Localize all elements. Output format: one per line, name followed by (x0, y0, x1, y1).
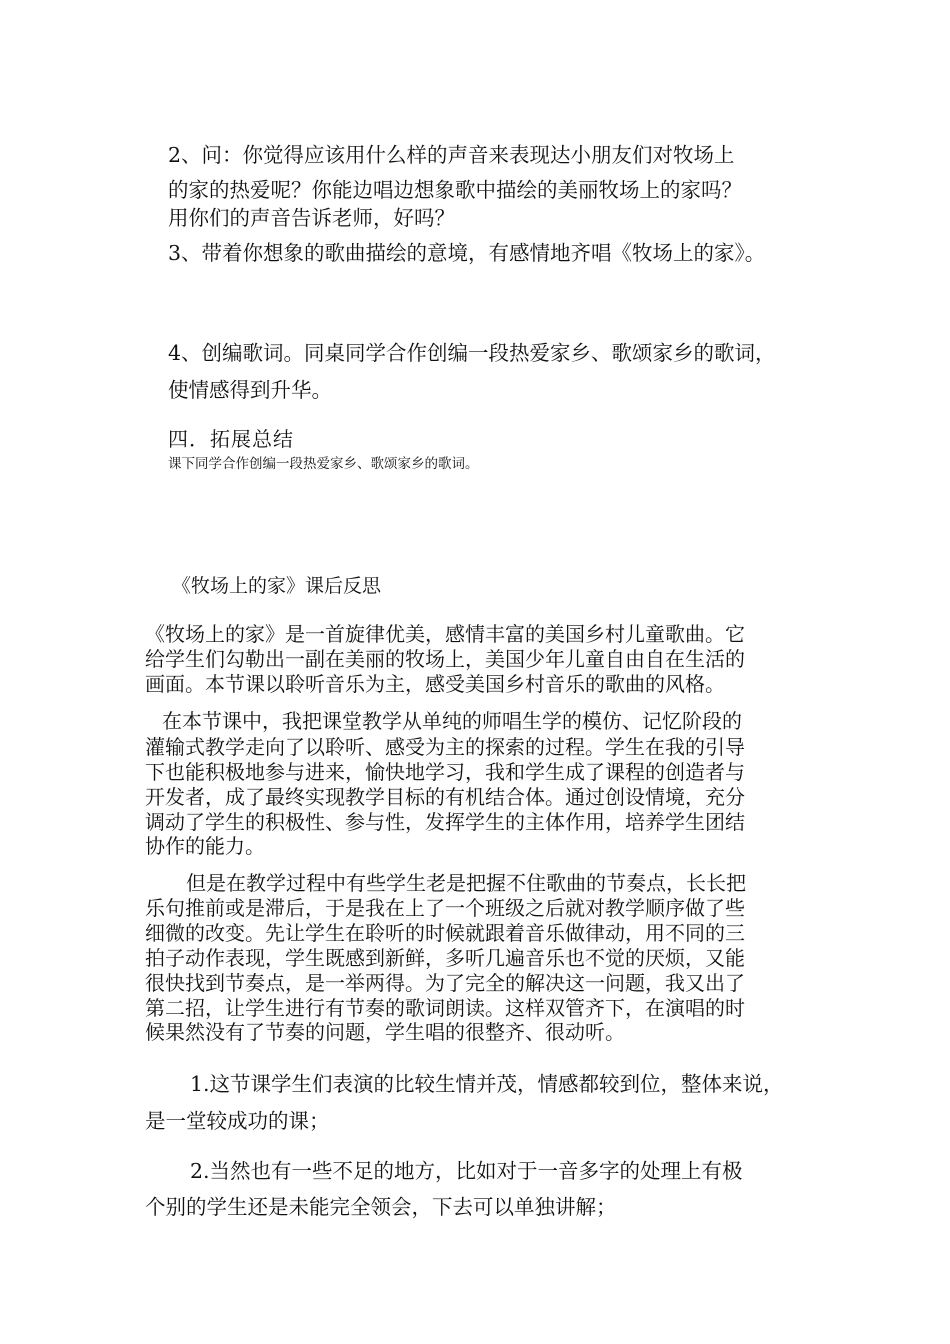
reflection-p2-line: 灌输式教学走向了以聆听、感受为主的探索的过程。学生在我的引导 (145, 735, 745, 759)
item-2-line-3: 用你们的声音告诉老师，好吗？ (168, 206, 455, 230)
item-2-line-2: 的家的热爱呢？你能边唱边想象歌中描绘的美丽牧场上的家吗？ (168, 178, 742, 202)
reflection-p3-line: 但是在教学过程中有些学生老是把握不住歌曲的节奏点，长长把 (186, 871, 746, 895)
reflection-p5-line: 2.当然也有一些不足的地方，比如对于一音多字的处理上有极 (190, 1159, 743, 1183)
reflection-p1-line: 画面。本节课以聆听音乐为主，感受美国乡村音乐的歌曲的风格。 (145, 672, 725, 696)
reflection-p1-line: 《牧场上的家》是一首旋律优美，感情丰富的美国乡村儿童歌曲。它 (145, 622, 745, 646)
item-2-line-1: 2、问：你觉得应该用什么样的声音来表现达小朋友们对牧场上 (168, 143, 735, 167)
reflection-p3-line: 很快找到节奏点，是一举两得。为了完全的解决这一问题，我又出了 (145, 971, 745, 995)
reflection-title: 《牧场上的家》课后反思 (172, 575, 382, 597)
reflection-p2-line: 开发者，成了最终实现教学目标的有机结合体。通过创设情境，充分 (145, 785, 745, 809)
reflection-p3-line: 第二招，让学生进行有节奏的歌词朗读。这样双管齐下，在演唱的时 (145, 996, 745, 1020)
reflection-p4-line: 1.这节课学生们表演的比较生情并茂，情感都较到位，整体来说， (190, 1072, 784, 1096)
reflection-p2-line: 调动了学生的积极性、参与性，发挥学生的主体作用，培养学生团结 (145, 810, 745, 834)
reflection-p5-line: 个别的学生还是未能完全领会，下去可以单独讲解； (145, 1195, 617, 1219)
reflection-p3-line: 细微的改变。先让学生在聆听的时候就跟着音乐做律动，用不同的三 (145, 921, 745, 945)
reflection-p1-line: 给学生们勾勒出一副在美丽的牧场上，美国少年儿童自由自在生活的 (145, 647, 745, 671)
reflection-p3-line: 候果然没有了节奏的问题，学生唱的很整齐、很动听。 (145, 1020, 625, 1044)
reflection-p2-line: 在本节课中，我把课堂教学从单纯的师唱生学的模仿、记忆阶段的 (162, 709, 742, 733)
reflection-p2-line: 下也能积极地参与进来，愉快地学习，我和学生成了课程的创造者与 (145, 760, 745, 784)
item-4-line-1: 4、创编歌词。同桌同学合作创编一段热爱家乡、歌颂家乡的歌词， (168, 341, 776, 365)
item-3-line-1: 3、带着你想象的歌曲描绘的意境，有感情地齐唱《牧场上的家》。 (168, 241, 766, 265)
reflection-p3-line: 拍子动作表现，学生既感到新鲜，多听几遍音乐也不觉的厌烦，又能 (145, 946, 745, 970)
reflection-p2-line: 协作的能力。 (145, 834, 265, 858)
item-4-line-2: 使情感得到升华。 (168, 378, 332, 402)
section-4-heading: 四．拓展总结 (168, 427, 294, 451)
reflection-p4-line: 是一堂较成功的课； (145, 1109, 330, 1133)
section-4-body: 课下同学合作创编一段热爱家乡、歌颂家乡的歌词。 (168, 456, 479, 472)
reflection-p3-line: 乐句推前或是滞后，于是我在上了一个班级之后就对教学顺序做了些 (145, 896, 745, 920)
